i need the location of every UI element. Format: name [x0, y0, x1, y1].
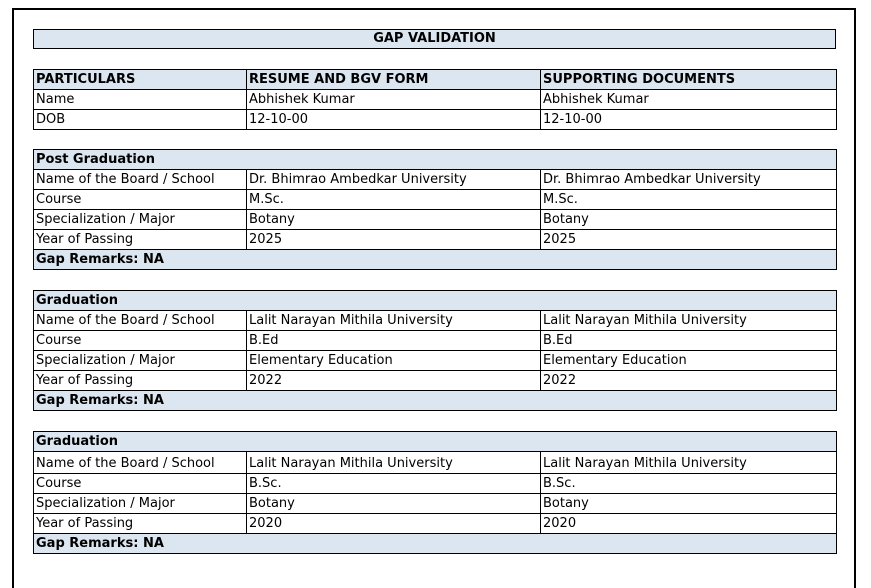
- documents-value: B.Ed: [541, 331, 837, 351]
- gap-remarks: Gap Remarks: NA: [34, 534, 837, 554]
- row-label: Specialization / Major: [34, 210, 247, 230]
- gap-remarks: Gap Remarks: NA: [34, 391, 837, 411]
- resume-value: Botany: [247, 210, 541, 230]
- table-row: [34, 474, 837, 494]
- gap-remarks: Gap Remarks: NA: [34, 250, 837, 270]
- section-heading-row: [34, 150, 837, 170]
- documents-value: Lalit Narayan Mithila University: [541, 311, 837, 331]
- resume-value: B.Ed: [247, 331, 541, 351]
- table-row: [34, 110, 837, 130]
- table-row: [34, 514, 837, 534]
- remarks-row: [34, 534, 837, 554]
- documents-value: M.Sc.: [541, 190, 837, 210]
- resume-value: 2025: [247, 230, 541, 250]
- resume-value: 2022: [247, 371, 541, 391]
- documents-value: Botany: [541, 210, 837, 230]
- row-label: Name of the Board / School: [34, 311, 247, 331]
- resume-value: Elementary Education: [247, 351, 541, 371]
- row-label: Year of Passing: [34, 371, 247, 391]
- row-label: Name: [34, 90, 247, 110]
- remarks-row: [34, 250, 837, 270]
- resume-value: 2020: [247, 514, 541, 534]
- row-label: Course: [34, 190, 247, 210]
- resume-value: B.Sc.: [247, 474, 541, 494]
- resume-value: 12-10-00: [247, 110, 541, 130]
- table-row: [34, 190, 837, 210]
- row-label: Specialization / Major: [34, 351, 247, 371]
- remarks-row: [34, 391, 837, 411]
- section-heading-row: [34, 432, 837, 452]
- documents-value: Abhishek Kumar: [541, 90, 837, 110]
- resume-value: Dr. Bhimrao Ambedkar University: [247, 170, 541, 190]
- row-label: DOB: [34, 110, 247, 130]
- particulars-table: [33, 69, 837, 130]
- table-row: [34, 170, 837, 190]
- header-particulars: PARTICULARS: [34, 70, 247, 90]
- documents-value: B.Sc.: [541, 474, 837, 494]
- resume-value: M.Sc.: [247, 190, 541, 210]
- graduation-table-2: [33, 431, 837, 554]
- header-resume: RESUME AND BGV FORM: [247, 70, 541, 90]
- graduation-table-1: [33, 290, 837, 411]
- header-documents: SUPPORTING DOCUMENTS: [541, 70, 837, 90]
- resume-value: Lalit Narayan Mithila University: [247, 452, 541, 474]
- row-label: Course: [34, 331, 247, 351]
- documents-value: 12-10-00: [541, 110, 837, 130]
- table-row: [34, 452, 837, 474]
- documents-value: Botany: [541, 494, 837, 514]
- documents-value: 2025: [541, 230, 837, 250]
- table-row: [34, 351, 837, 371]
- resume-value: Abhishek Kumar: [247, 90, 541, 110]
- row-label: Name of the Board / School: [34, 452, 247, 474]
- table-row: [34, 331, 837, 351]
- resume-value: Lalit Narayan Mithila University: [247, 311, 541, 331]
- row-label: Year of Passing: [34, 230, 247, 250]
- documents-value: Dr. Bhimrao Ambedkar University: [541, 170, 837, 190]
- table-row: [34, 371, 837, 391]
- table-row: [34, 494, 837, 514]
- table-row: [34, 90, 837, 110]
- resume-value: Botany: [247, 494, 541, 514]
- documents-value: 2022: [541, 371, 837, 391]
- documents-value: Elementary Education: [541, 351, 837, 371]
- row-label: Course: [34, 474, 247, 494]
- row-label: Name of the Board / School: [34, 170, 247, 190]
- section-heading: Graduation: [34, 291, 837, 311]
- section-heading: Graduation: [34, 432, 837, 452]
- section-heading: Post Graduation: [34, 150, 837, 170]
- table-row: [34, 210, 837, 230]
- row-label: Year of Passing: [34, 514, 247, 534]
- documents-value: Lalit Narayan Mithila University: [541, 452, 837, 474]
- section-heading-row: [34, 291, 837, 311]
- page-title: GAP VALIDATION: [33, 29, 836, 49]
- table-row: [34, 230, 837, 250]
- header-row: [34, 70, 837, 90]
- table-row: [34, 311, 837, 331]
- post-graduation-table: [33, 149, 837, 270]
- row-label: Specialization / Major: [34, 494, 247, 514]
- documents-value: 2020: [541, 514, 837, 534]
